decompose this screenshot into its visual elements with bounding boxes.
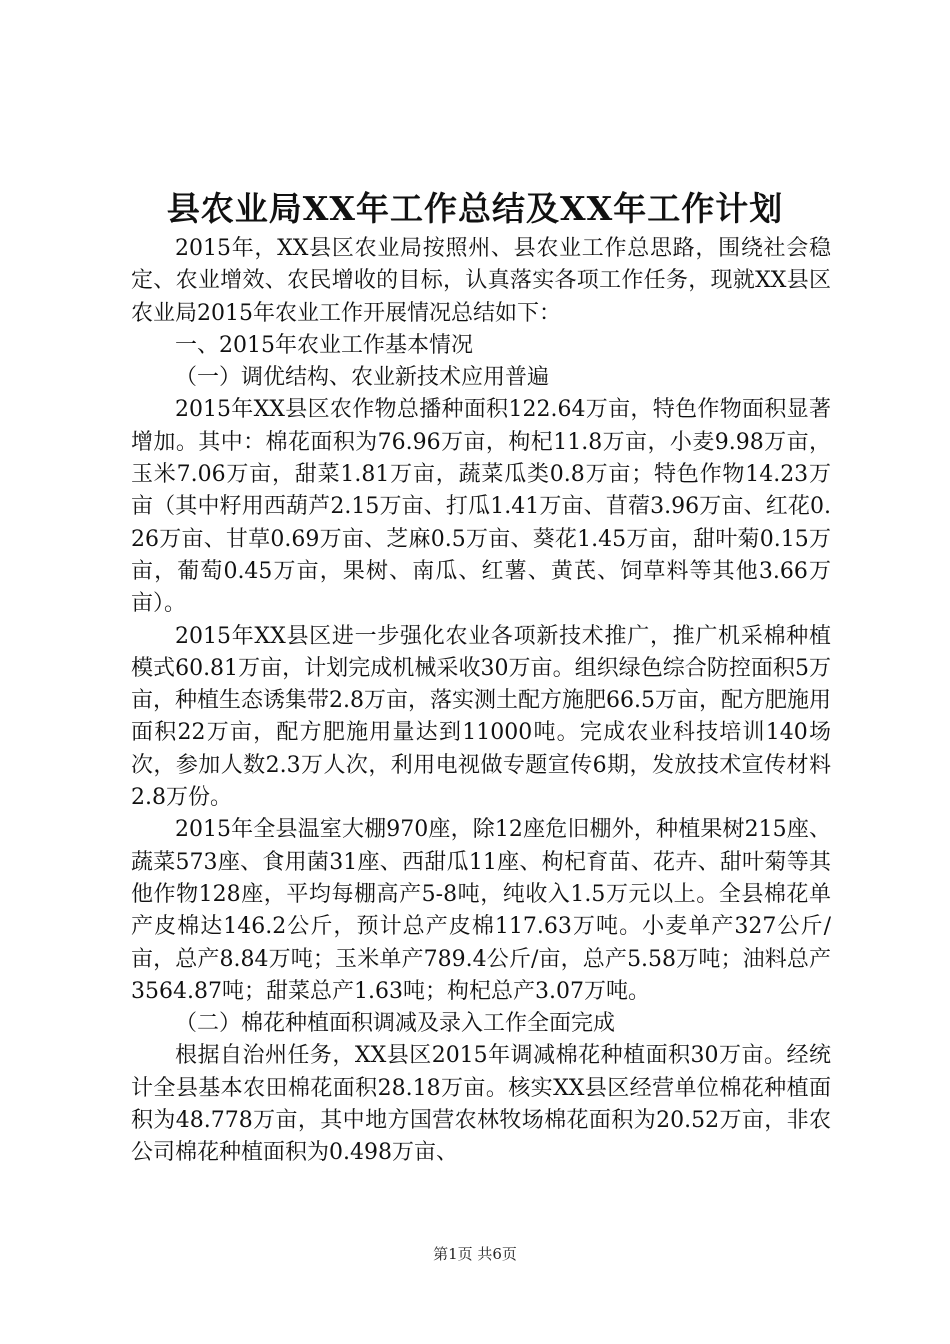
page-footer: 第1页 共6页 — [433, 1245, 517, 1263]
intro-paragraph: 2015年，XX县区农业局按照州、县农业工作总思路，围绕社会稳定、农业增效、农民增收的目标，认真落实各项工作任务，现就XX县区农业局2015年农业工作开展情况总结如下： — [131, 236, 831, 326]
section-heading-1: 一、2015年农业工作基本情况 — [175, 332, 473, 358]
document-body — [131, 233, 831, 1170]
crop-area-paragraph: 2015年XX县区农作物总播种面积122.64万亩，特色作物面积显著增加。其中：棉花面积为76.96万亩，枸杞11.8万亩，小麦9.98万亩，玉米7.06万亩，甜菜1.81万亩，蔬菜瓜类0.8万亩；特色作物14.23万亩（其中籽用西葫芦2.15万亩、打瓜1.41万亩、苜蓿3.96万亩、红花0.26万亩、甘草0.69万亩、芝麻0.5万亩、葵花1.45万亩，甜叶菊0.15万亩，葡萄0.45万亩，果树、南瓜、红薯、黄芪、饲草料等其他3.66万亩）。 — [131, 397, 831, 617]
cotton-reduction-paragraph: 根据自治州任务，XX县区2015年调减棉花种植面积30万亩。经统计全县基本农田棉花面积28.18万亩。核实XX县区经营单位棉花种植面积为48.778万亩，其中地方国营农林牧场棉花面积为20.52万亩，非农公司棉花种植面积为0.498万亩、 — [131, 1043, 831, 1166]
greenhouse-paragraph: 2015年全县温室大棚970座，除12座危旧棚外，种植果树215座、蔬菜573座、食用菌31座、西甜瓜11座、枸杞育苗、花卉、甜叶菊等其他作物128座，平均每棚高产5-8吨，纯收入1.5万元以上。全县棉花单产皮棉达146.2公斤，预计总产皮棉117.63万吨。小麦单产327公斤/亩，总产8.84万吨；玉米单产789.4公斤/亩，总产5.58万吨；油料总产3564.87吨；甜菜总产1.63吨；枸杞总产3.07万吨。 — [131, 817, 831, 1004]
subsection-heading-2: （二）棉花种植面积调减及录入工作全面完成 — [175, 1011, 616, 1037]
technology-paragraph: 2015年XX县区进一步强化农业各项新技术推广，推广机采棉种植模式60.81万亩，计划完成机械采收30万亩。组织绿色综合防控面积5万亩，种植生态诱集带2.8万亩，落实测土配方施肥66.5万亩，配方肥施用面积22万亩，配方肥施用量达到11000吨。完成农业科技培训140场次，参加人数2.3万人次，利用电视做专题宣传6期，发放技术宣传材料2.8万份。 — [131, 623, 831, 811]
document-title: 县农业局XX年工作总结及XX年工作计划 — [166, 189, 784, 228]
subsection-heading-1: （一）调优结构、农业新技术应用普遍 — [175, 365, 550, 391]
